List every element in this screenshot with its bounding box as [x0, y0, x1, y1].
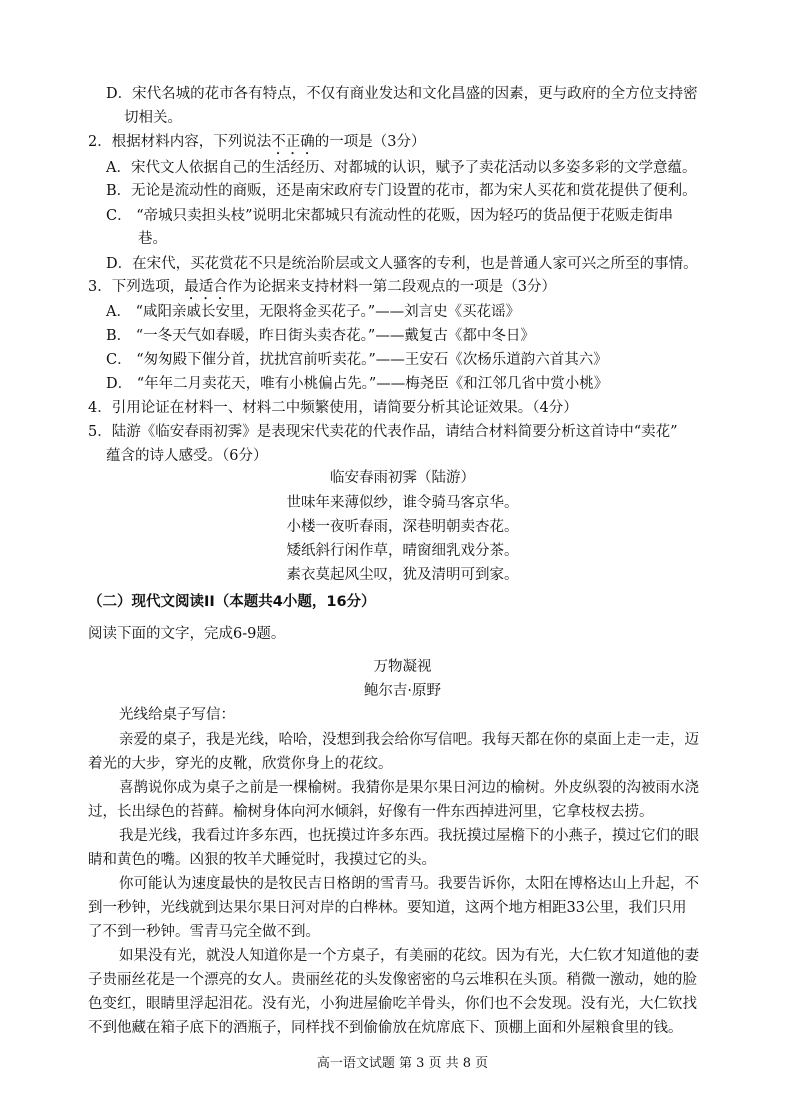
- q2-stem-emphasis: 不正确: [271, 134, 315, 150]
- story-line: 着光的大步，穿光的皮靴，欣赏你身上的花纹。: [88, 756, 393, 772]
- q3-stem-emphasis: 最适合: [184, 279, 228, 295]
- story-line: 到一秒钟，光线就到达果尔果日河对岸的白桦林。要知道，这两个地方相距33公里，我们只用: [88, 900, 687, 916]
- article-author: 鲍尔吉·原野: [363, 683, 442, 699]
- story-line: 子贵丽丝花是一个漂亮的女人。贵丽丝花的头发像密密的乌云堆积在头顶。稍微一激动，她的脸: [88, 972, 697, 988]
- section-heading: （二）现代文阅读II（本题共4小题，16分）: [88, 594, 376, 610]
- poem-line: 矮纸斜行闲作草，晴窗细乳戏分茶。: [286, 543, 519, 559]
- story-line: 睛和黄色的嘴。凶狠的牧羊犬睡觉时，我摸过它的头。: [88, 852, 436, 868]
- q2-stem-post: 的一项是（3分）: [314, 134, 426, 150]
- q2-option-c-line1: C． “帝城只卖担头枝”说明北宋都城只有流动性的花贩，因为轻巧的货品便于花贩走街串: [106, 208, 674, 224]
- poem-line: 世味年来薄似纱，谁令骑马客京华。: [286, 495, 519, 511]
- q2-option-d: D．在宋代，买花赏花不只是统治阶层或文人骚客的专利，也是普通人家可兴之所至的事情。: [106, 256, 698, 272]
- story-line: 我是光线，我看过许多东西，也抚摸过许多东西。我抚摸过屋檐下的小燕子，摸过它们的眼: [119, 828, 699, 844]
- q3-option-d: D． “年年二月卖花天，唯有小桃偏占先。”——梅尧臣《和江邻几省中赏小桃》: [106, 376, 609, 392]
- story-line: 如果没有光，就没人知道你是一个方桌子，有美丽的花纹。因为有光，大仁钦才知道他的妻: [119, 948, 699, 964]
- story-line: 不到他藏在箱子底下的酒瓶子，同样找不到偷偷放在炕席底下、顶棚上面和外屋粮食里的钱。: [88, 1020, 683, 1036]
- q3-stem-post: 作为论据来支持材料一第二段观点的一项是（3分）: [227, 279, 556, 295]
- q3-option-a: A． “咸阳亲戚长安里，无限将金买花子。”——刘言史《买花谣》: [106, 304, 521, 320]
- article-title: 万物凝视: [373, 659, 432, 675]
- q2-stem-pre: 2．根据材料内容，下列说法: [88, 134, 272, 150]
- section-instruction: 阅读下面的文字，完成6-9题。: [88, 626, 286, 642]
- poem-title: 临安春雨初霁（陆游）: [330, 470, 475, 486]
- q3-stem-pre: 3．下列选项，: [88, 279, 185, 295]
- poem-line: 素衣莫起风尘叹，犹及清明可到家。: [286, 567, 519, 583]
- q1-option-d-line2: 切相关。: [124, 110, 182, 126]
- story-line: 色变红，眼睛里浮起泪花。没有光，小狗进屋偷吃羊骨头，你们也不会发现。没有光，大仁钦找: [88, 996, 697, 1012]
- story-line: 了不到一秒钟。雪青马完全做不到。: [88, 924, 320, 940]
- story-line: 你可能认为速度最快的是牧民吉日格朗的雪青马。我要告诉你，太阳在博格达山上升起，不: [119, 876, 699, 892]
- story-line: 过，长出绿色的苔藓。榆树身体向河水倾斜，好像有一件东西掉进河里，它拿枝杈去捞。: [88, 804, 654, 820]
- story-line: 光线给桌子写信：: [119, 707, 235, 723]
- q4-stem: 4．引用论证在材料一、材料二中频繁使用，请简要分析其论证效果。（4分）: [88, 400, 578, 416]
- story-line: 亲爱的桌子，我是光线，哈哈，没想到我会给你写信吧。我每天都在你的桌面上走一走，迈: [119, 732, 699, 748]
- q1-option-d-line1: D．宋代名城的花市各有特点，不仅有商业发达和文化昌盛的因素，更与政府的全方位支持密: [106, 86, 698, 102]
- q3-option-b: B． “一冬天气如春暖，昨日街头卖杏花。”——戴复古《都中冬日》: [106, 328, 535, 344]
- q3-stem: [88, 277, 556, 303]
- q2-stem: [88, 132, 425, 158]
- poem-line: 小楼一夜听春雨，深巷明朝卖杏花。: [286, 519, 519, 535]
- page-footer: 高一语文试题 第 3 页 共 8 页: [316, 1056, 489, 1071]
- q5-stem-line2: 蕴含的诗人感受。（6分）: [106, 448, 268, 464]
- q2-option-a: A．宋代文人依据自己的生活经历、对都城的认识，赋予了卖花活动以多姿多彩的文学意蕴。: [106, 160, 697, 176]
- q3-option-c: C． “匆匆殿下催分首，扰扰宫前听卖花。”——王安石《次杨乐道韵六首其六》: [106, 352, 608, 368]
- q5-stem-line1: 5．陆游《临安春雨初霁》是表现宋代卖花的代表作品，请结合材料简要分析这首诗中“卖花”: [88, 424, 678, 440]
- q2-option-b: B．无论是流动性的商贩，还是南宋政府专门设置的花市，都为宋人买花和赏花提供了便利。: [106, 183, 697, 199]
- q2-option-c-line2: 巷。: [138, 231, 167, 247]
- story-line: 喜鹊说你成为桌子之前是一棵榆树。我猜你是果尔果日河边的榆树。外皮纵裂的沟被雨水浇: [119, 780, 699, 796]
